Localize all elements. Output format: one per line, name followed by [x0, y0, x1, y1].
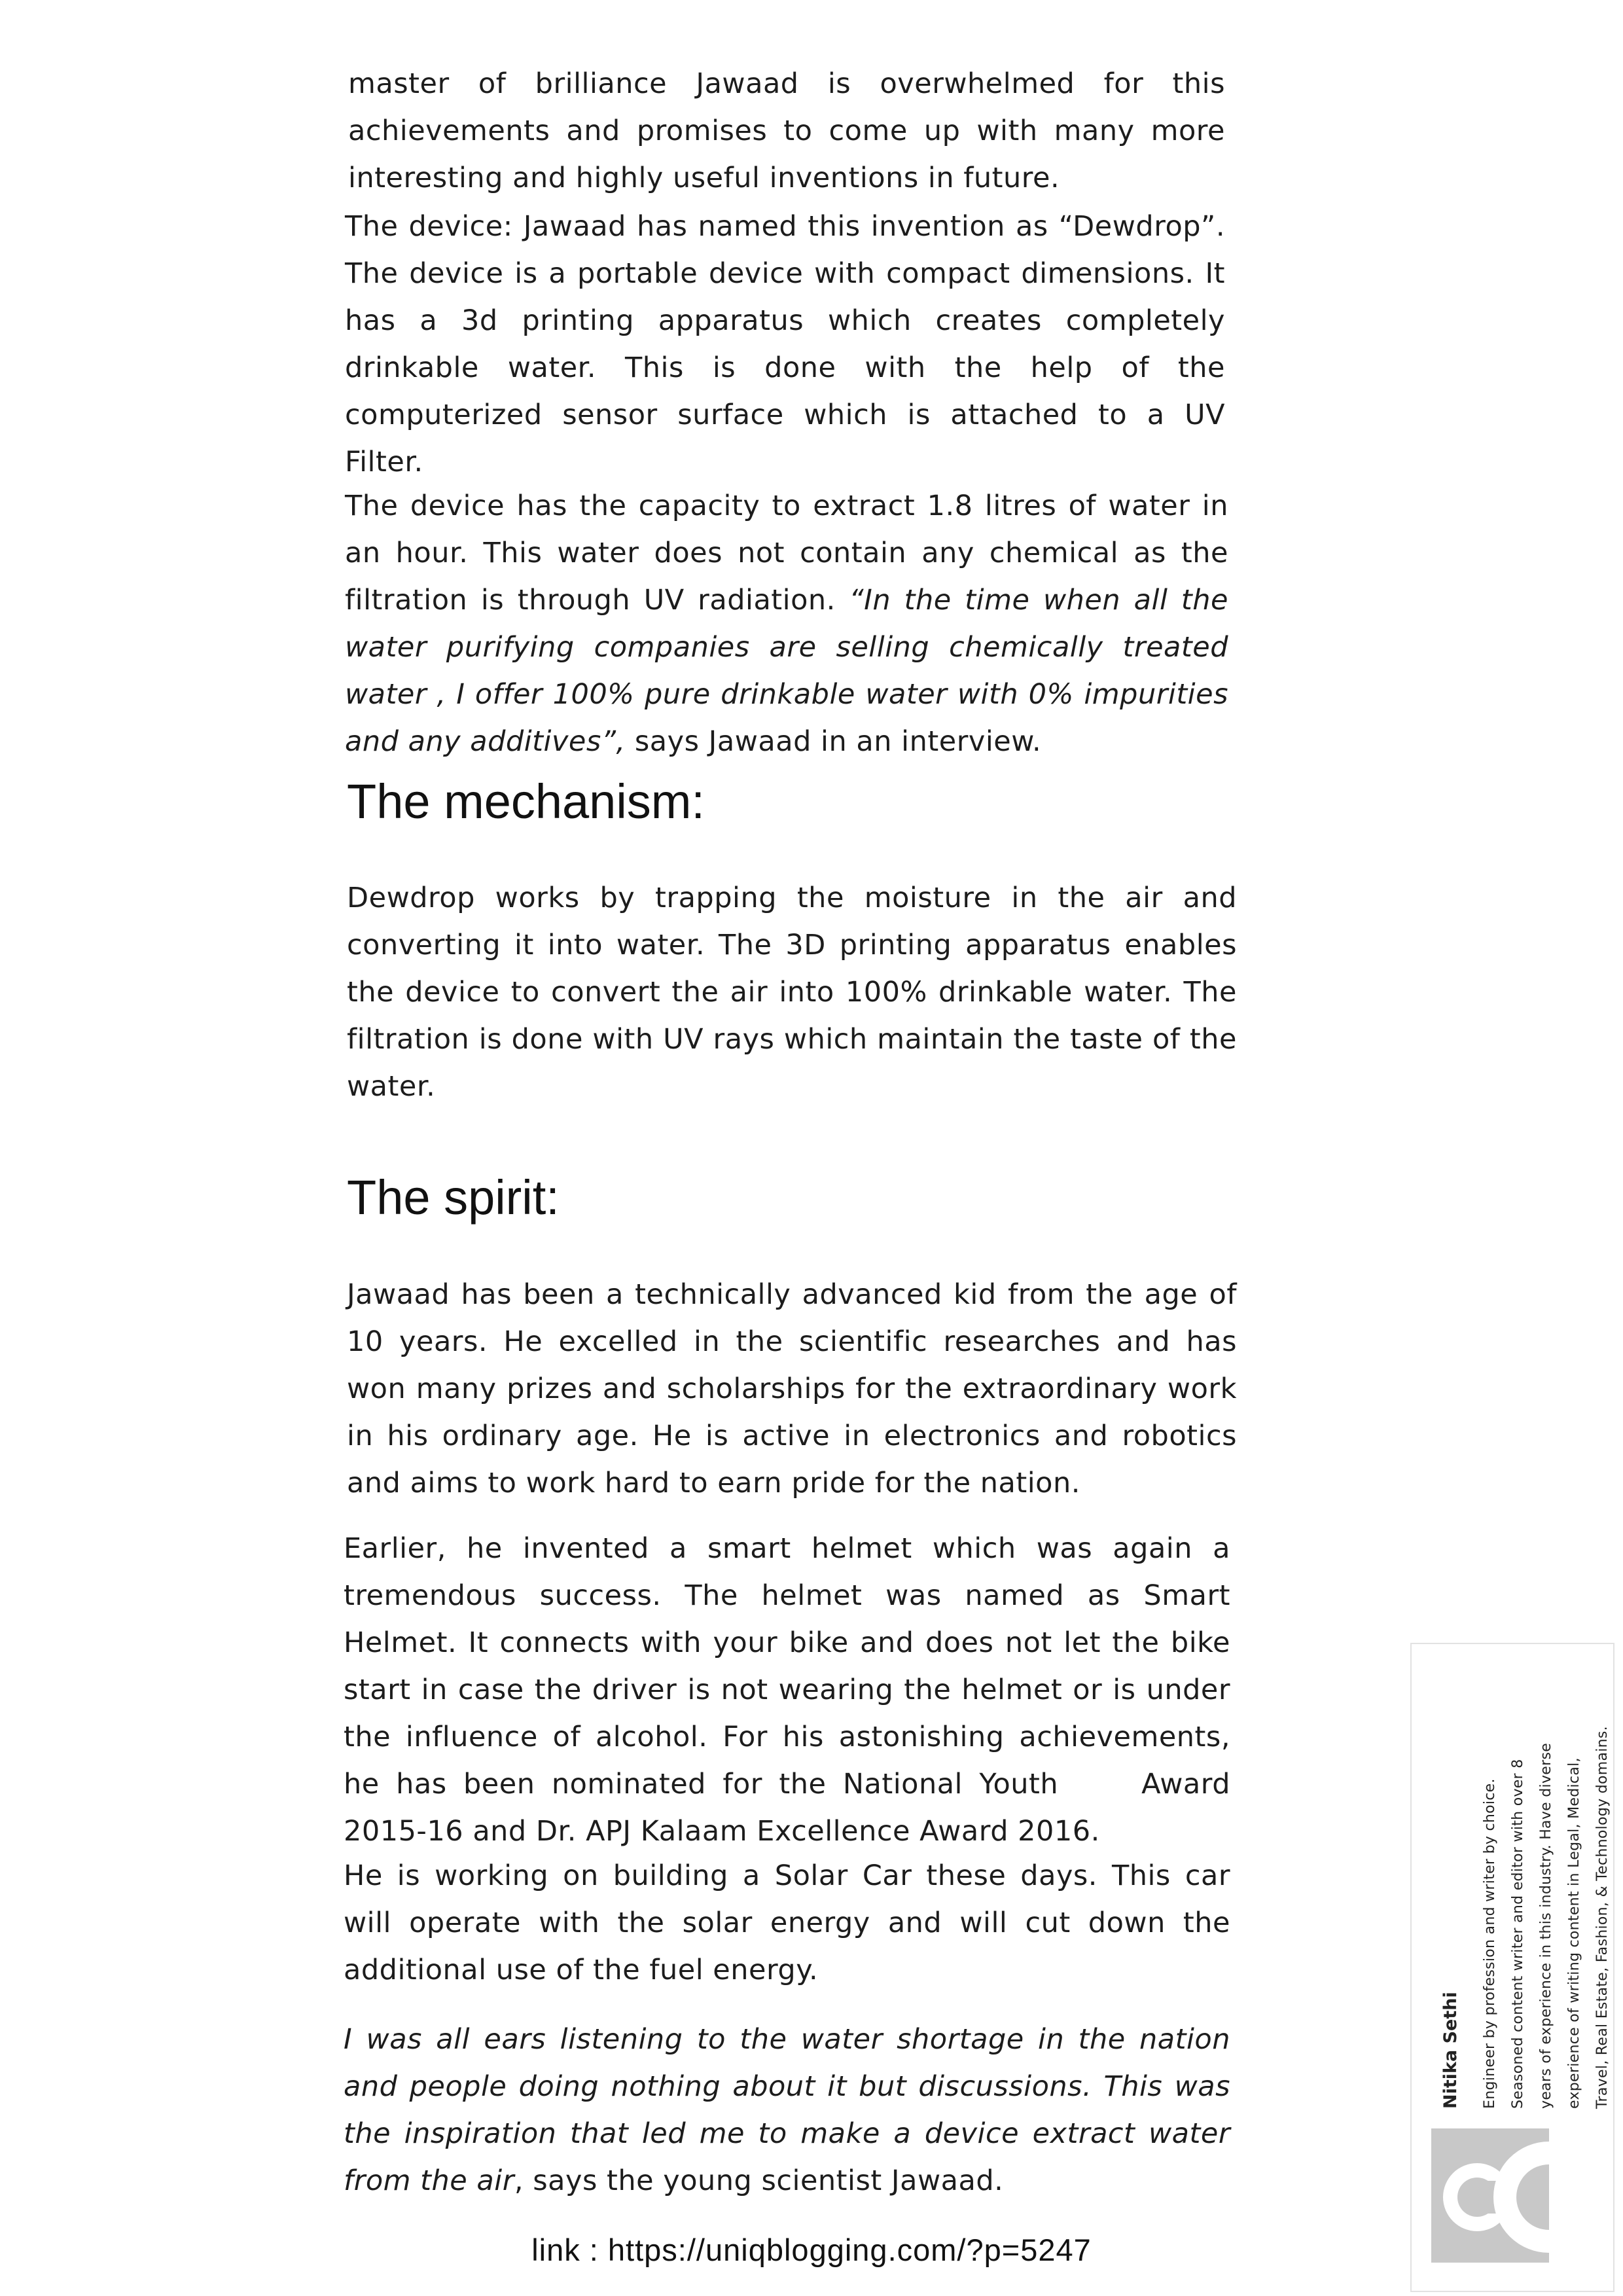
paragraph-mechanism: Dewdrop works by trapping the moisture in the air and converting it into water. The 3D printing apparatus enables the device to convert the air into 100% drinkable water. The filtration is done with UV rays which maintain the taste of the water. [347, 882, 1237, 1103]
inspiration-quote: I was all ears listening to the water shortage in the nation and people doing nothing about it but discussions. This was the inspiration that led me to make a device extract water from the air [344, 2023, 1230, 2197]
author-bio-line-3: years of experience in this industry. Have diverse [1538, 1742, 1554, 2109]
author-bio-line-4: experience of writing content in Legal, Medical, [1566, 1757, 1582, 2109]
author-bio-line-5: Travel, Real Estate, Fashion, & Technology domains. [1594, 1726, 1611, 2109]
paragraph-capacity [345, 482, 1228, 765]
author-bio-line-2: Seasoned content writer and editor with over 8 [1510, 1759, 1526, 2109]
heading-spirit: The spirit: [347, 1170, 560, 1225]
paragraph-inspiration [344, 2016, 1230, 2204]
paragraph-device: The device: Jawaad has named this invention as “Dewdrop”. The device is a portable device with compact dimensions. It has a 3d printing apparatus which creates completely drinkable water. This is done with the help of the computerized sensor surface which is attached to a UV Filter. [345, 210, 1225, 478]
author-bio-line-1: Engineer by profession and writer by choice. [1482, 1778, 1498, 2109]
heading-mechanism: The mechanism: [347, 774, 705, 829]
paragraph-helmet: Earlier, he invented a smart helmet which was again a tremendous success. The helmet was named as Smart Helmet. It connects with your bike and does not let the bike start in case the driver is not wearing the helmet or is under the influence of alcohol. For his astonishing achievements, he has been nominated for the National Youth Award 2015-16 and Dr. APJ Kalaam Excellence Award 2016. [344, 1532, 1230, 1848]
inspiration-text-end: , says the young scientist Jawaad. [514, 2164, 1004, 2197]
author-card [1410, 1643, 1614, 2292]
author-name: Nitika Sethi [1440, 1992, 1461, 2109]
capacity-quote: “In the time when all the water purifying companies are selling chemically treated water , I offer 100% pure drinkable water with 0% impurities and any additives”, [345, 584, 1229, 758]
c-logo-icon [1431, 2128, 1549, 2263]
paragraph-intro-end: master of brilliance Jawaad is overwhelmed for this achievements and promises to come up with many more interesting and highly useful inventions in future. [348, 67, 1225, 194]
capacity-text-start: The device has the capacity to extract 1.8 litres of water in an hour. This water does not contain any chemical as the filtration is through UV radiation. [345, 490, 1228, 617]
paragraph-spirit: Jawaad has been a technically advanced kid from the age of 10 years. He excelled in the scientific researches and has won many prizes and scholarships for the extraordinary work in his ordinary age. He is active in electronics and robotics and aims to work hard to earn pride for the nation. [347, 1278, 1237, 1499]
paragraph-solar-car: He is working on building a Solar Car these days. This car will operate with the solar energy and will cut down the additional use of the fuel energy. [344, 1859, 1230, 1986]
footer-link[interactable]: link : https://uniqblogging.com/?p=5247 [531, 2233, 1092, 2267]
capacity-text-end: says Jawaad in an interview. [625, 725, 1042, 758]
author-text-rotated [1438, 1480, 1623, 2109]
